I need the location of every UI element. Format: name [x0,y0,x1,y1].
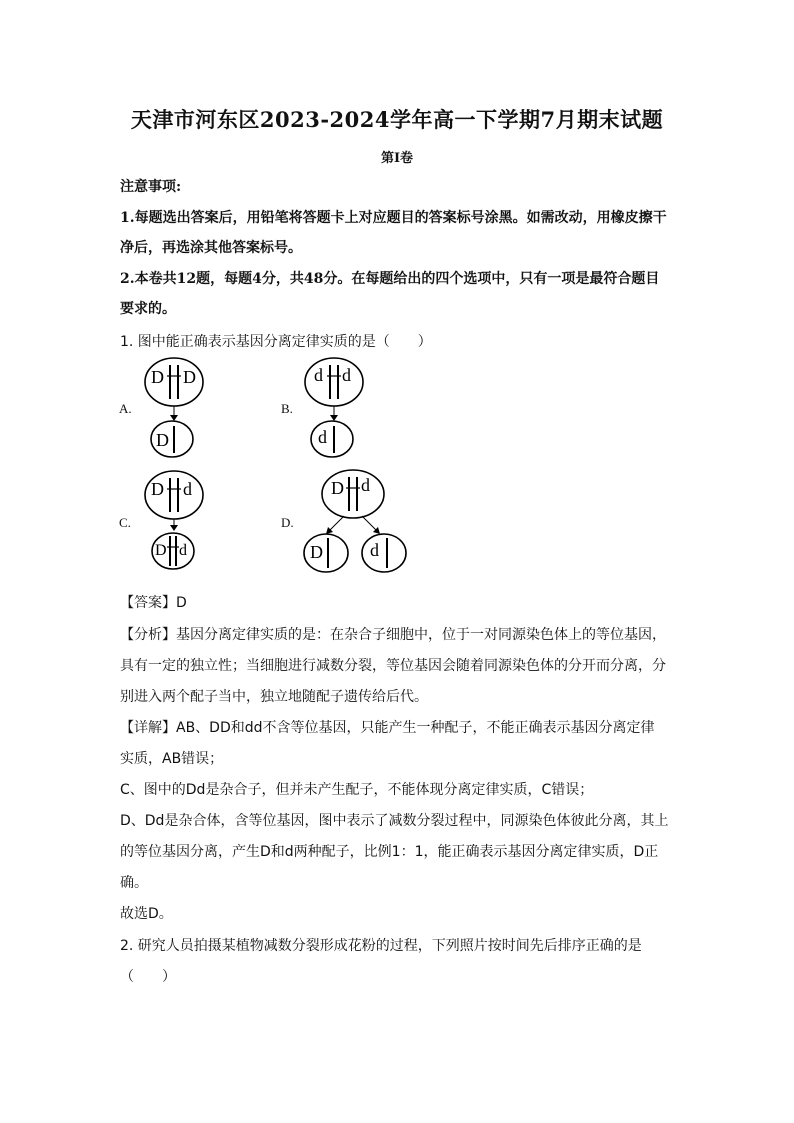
detail-line-3: C、图中的Dd是杂合子，但并未产生配子，不能体现分离定律实质，C错误； [120,782,594,798]
notice-heading: 注意事项: [120,179,182,195]
option-d-diagram [300,466,412,578]
question-2-stem-line-2: （ ） [120,969,176,985]
option-c-diagram [140,470,210,580]
allele-right: d [183,479,192,499]
gamete-cell-right [362,534,406,572]
detail-line-5: 的等位基因分离，产生D和d两种配子，比例1：1，能正确表示基因分离定律实质，D正 [120,844,659,860]
page-title: 天津市河东区2023-2024学年高一下学期7月期末试题 [130,107,664,132]
conclusion-line: 故选D。 [120,906,173,922]
result-allele-right: d [179,542,187,559]
division-arrow-left [330,516,344,530]
allele-right: d [342,365,351,385]
question-2-stem-line-1: 2. 研究人员拍摄某植物减数分裂形成花粉的过程，下列照片按时间先后排序正确的是 [120,938,642,954]
allele-right: D [183,367,196,387]
allele-right: d [361,475,370,495]
division-arrow-right [362,516,376,530]
arrow-head [170,415,178,421]
gamete-allele: D [156,430,169,450]
result-allele-left: D [155,542,167,559]
option-a-diagram [140,357,210,482]
option-b-diagram [300,357,370,482]
allele-left: D [151,479,164,499]
volume-label: 第Ⅰ卷 [380,151,414,166]
arrow-head [170,525,178,531]
notice-item-1-line-2: 净后，再选涂其他答案标号。 [120,240,302,256]
notice-item-2-line-2: 要求的。 [120,301,176,317]
notice-item-1-line-1: 1.每题选出答案后，用铅笔将答题卡上对应题目的答案标号涂黑。如需改动，用橡皮擦干 [120,210,667,226]
option-d-label: D. [281,515,294,530]
allele-left: d [314,365,323,385]
allele-left: D [151,367,164,387]
notice-item-2-line-1: 2.本卷共12题，每题4分，共48分。在每题给出的四个选项中，只有一项是最符合题目 [120,271,660,287]
gamete-left-allele: D [310,542,323,562]
question-1-stem: 1. 图中能正确表示基因分离定律实质的是（ ） [120,334,432,350]
allele-left: D [331,478,344,498]
detail-line-1: 【详解】AB、DD和dd不含等位基因，只能产生一种配子，不能正确表示基因分离定律 [120,720,655,736]
answer-line: 【答案】D [120,595,187,611]
gamete-allele: d [318,427,327,447]
option-b-label: B. [281,401,293,416]
detail-line-4: D、Dd是杂合体，含等位基因，图中表示了减数分裂过程中，同源染色体彼此分离，其上 [120,813,669,829]
analysis-line-2: 具有一定的独立性；当细胞进行减数分裂，等位基因会随着同源染色体的分开而分离，分 [120,658,666,674]
option-c-label: C. [119,515,131,530]
gamete-right-allele: d [370,540,379,560]
analysis-line-1: 【分析】基因分离定律实质的是：在杂合子细胞中，位于一对同源染色体上的等位基因， [120,627,666,643]
arrow-head [330,415,338,421]
detail-line-6: 确。 [120,875,148,891]
analysis-line-3: 别进入两个配子当中，独立地随配子遗传给后代。 [120,689,428,705]
option-a-label: A. [119,401,132,416]
detail-line-2: 实质，AB错误； [120,751,224,767]
